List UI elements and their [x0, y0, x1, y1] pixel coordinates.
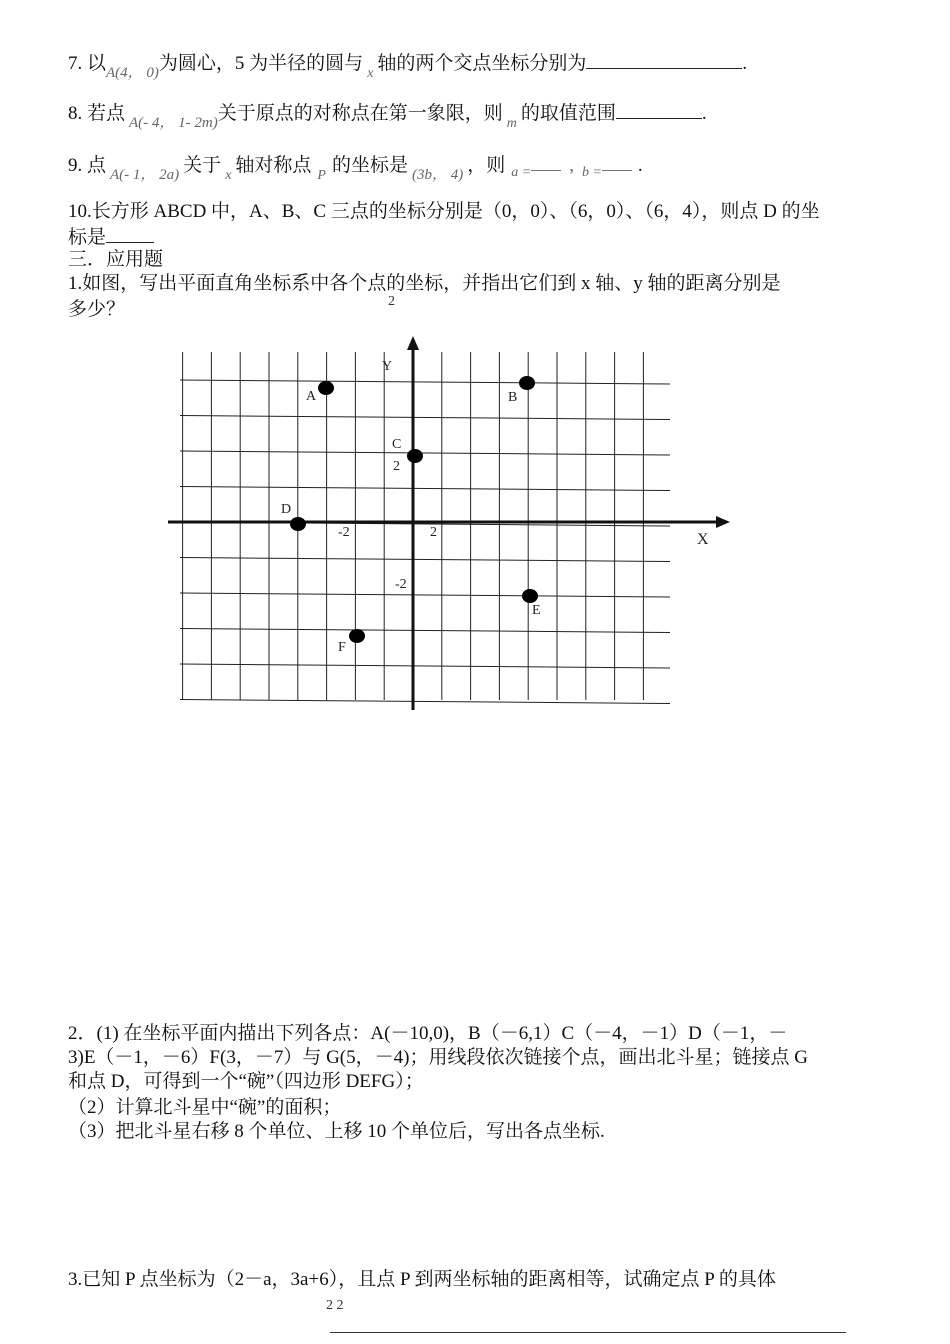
grid-line-horizontal: [180, 629, 670, 633]
grid-line-horizontal: [180, 558, 670, 562]
tick-label: 2: [393, 459, 400, 474]
app2-line4: （2）计算北斗星中“碗”的面积；: [68, 1097, 342, 1118]
page-number: 2 2: [326, 1298, 344, 1313]
section-title: 三．应用题: [68, 249, 164, 270]
point-c: [407, 449, 423, 463]
tick-label: 2: [430, 525, 437, 540]
question-9: 9. 点 $_{A(- 1, 2a)}$ 关于 $_x$ 轴对称点 $_P$ 的坐标是 $_{(3b, 4)}$ ，则 $_{a =}$ , $_{b =}$ .: [68, 152, 643, 180]
grid-line-horizontal: [180, 416, 670, 420]
app2-line1: 2．(1) 在坐标平面内描出下列各点：A(－10,0)，B（－6,1）C（－4，－1）D（－1，－: [68, 1023, 788, 1044]
app2-line2: 3)E（－1，－6）F(3，－7）与 G(5，－4)；用线段依次链接个点，画出北斗星；链接点 G: [68, 1047, 808, 1068]
app1-line2: 多少？: [68, 299, 126, 320]
app3-line1: 3.已知 P 点坐标为（2－a，3a+6），且点 P 到两坐标轴的距离相等，试确定点 P 的具体: [68, 1269, 776, 1290]
answer-b-blank[interactable]: [602, 152, 632, 171]
point-b: [519, 376, 535, 390]
point-label-b: B: [508, 390, 518, 405]
question-7: 7. 以$_{A(4, 0)}$为圆心，5 为半径的圆与 $_x$ 轴的两个交点坐标分别为 .: [68, 50, 747, 78]
question-10-line2: 标是: [68, 224, 154, 250]
grid-line-horizontal: [180, 380, 670, 384]
math-var-x: x: [367, 66, 374, 81]
tick-labels: [338, 359, 709, 592]
answer-a-blank[interactable]: [531, 152, 561, 171]
question-8: 8. 若点 $_{A(- 4, 1- 2m)}$关于原点的对称点在第一象限，则 $_m$ 的取值范围 .: [68, 100, 707, 128]
x-axis-arrow: [716, 516, 730, 528]
answer-blank[interactable]: [106, 224, 154, 243]
point-label-c: C: [392, 437, 402, 452]
math-var-p: P: [317, 168, 326, 183]
grid-line-horizontal: [180, 700, 670, 704]
axes: [168, 336, 730, 710]
point-a: [318, 381, 334, 395]
stray-subscript: 2: [388, 294, 395, 309]
point-label-e: E: [532, 603, 541, 618]
math-point-p: (3b， 4): [412, 167, 464, 183]
math-var-m: m: [506, 116, 517, 131]
answer-b-label: b =: [581, 165, 602, 180]
grid-line-horizontal: [180, 593, 670, 597]
y-axis-label: Y: [382, 359, 393, 374]
point-e: [522, 589, 538, 603]
answer-blank[interactable]: [616, 100, 702, 119]
math-var-x: x: [225, 168, 232, 183]
tick-label: -2: [338, 525, 350, 540]
y-axis-arrow: [407, 336, 419, 350]
math-point-a: A(- 1， 2a): [110, 167, 180, 183]
app1-line1: 1.如图，写出平面直角坐标系中各个点的坐标，并指出它们到 x 轴、y 轴的距离分别是: [68, 273, 781, 294]
footer-rule: [330, 1332, 846, 1333]
point-label-d: D: [281, 502, 292, 517]
grid-lines: [180, 352, 670, 704]
grid-line-horizontal: [180, 664, 670, 668]
answer-a-label: a =: [511, 165, 532, 180]
grid-line-horizontal: [180, 487, 670, 491]
x-axis-label: X: [697, 531, 709, 548]
tick-label: -2: [395, 577, 407, 592]
app2-line3: 和点 D，可得到一个“碗”（四边形 DEFG）；: [68, 1071, 424, 1092]
math-center: A(4， 0): [106, 65, 159, 81]
question-10-line1: 10.长方形 ABCD 中，A、B、C 三点的坐标分别是（0，0）、（6，0）、（6，4），则点 D 的坐: [68, 201, 820, 222]
answer-blank[interactable]: [586, 50, 742, 69]
coordinate-grid: [160, 330, 740, 720]
app2-line5: （3）把北斗星右移 8 个单位、上移 10 个单位后，写出各点坐标.: [68, 1121, 605, 1142]
math-point: A(- 4， 1- 2m): [129, 115, 218, 131]
point-f: [349, 629, 365, 643]
point-d: [290, 517, 306, 531]
point-label-f: F: [338, 640, 346, 655]
grid-line-horizontal: [180, 451, 670, 455]
point-label-a: A: [306, 389, 317, 404]
